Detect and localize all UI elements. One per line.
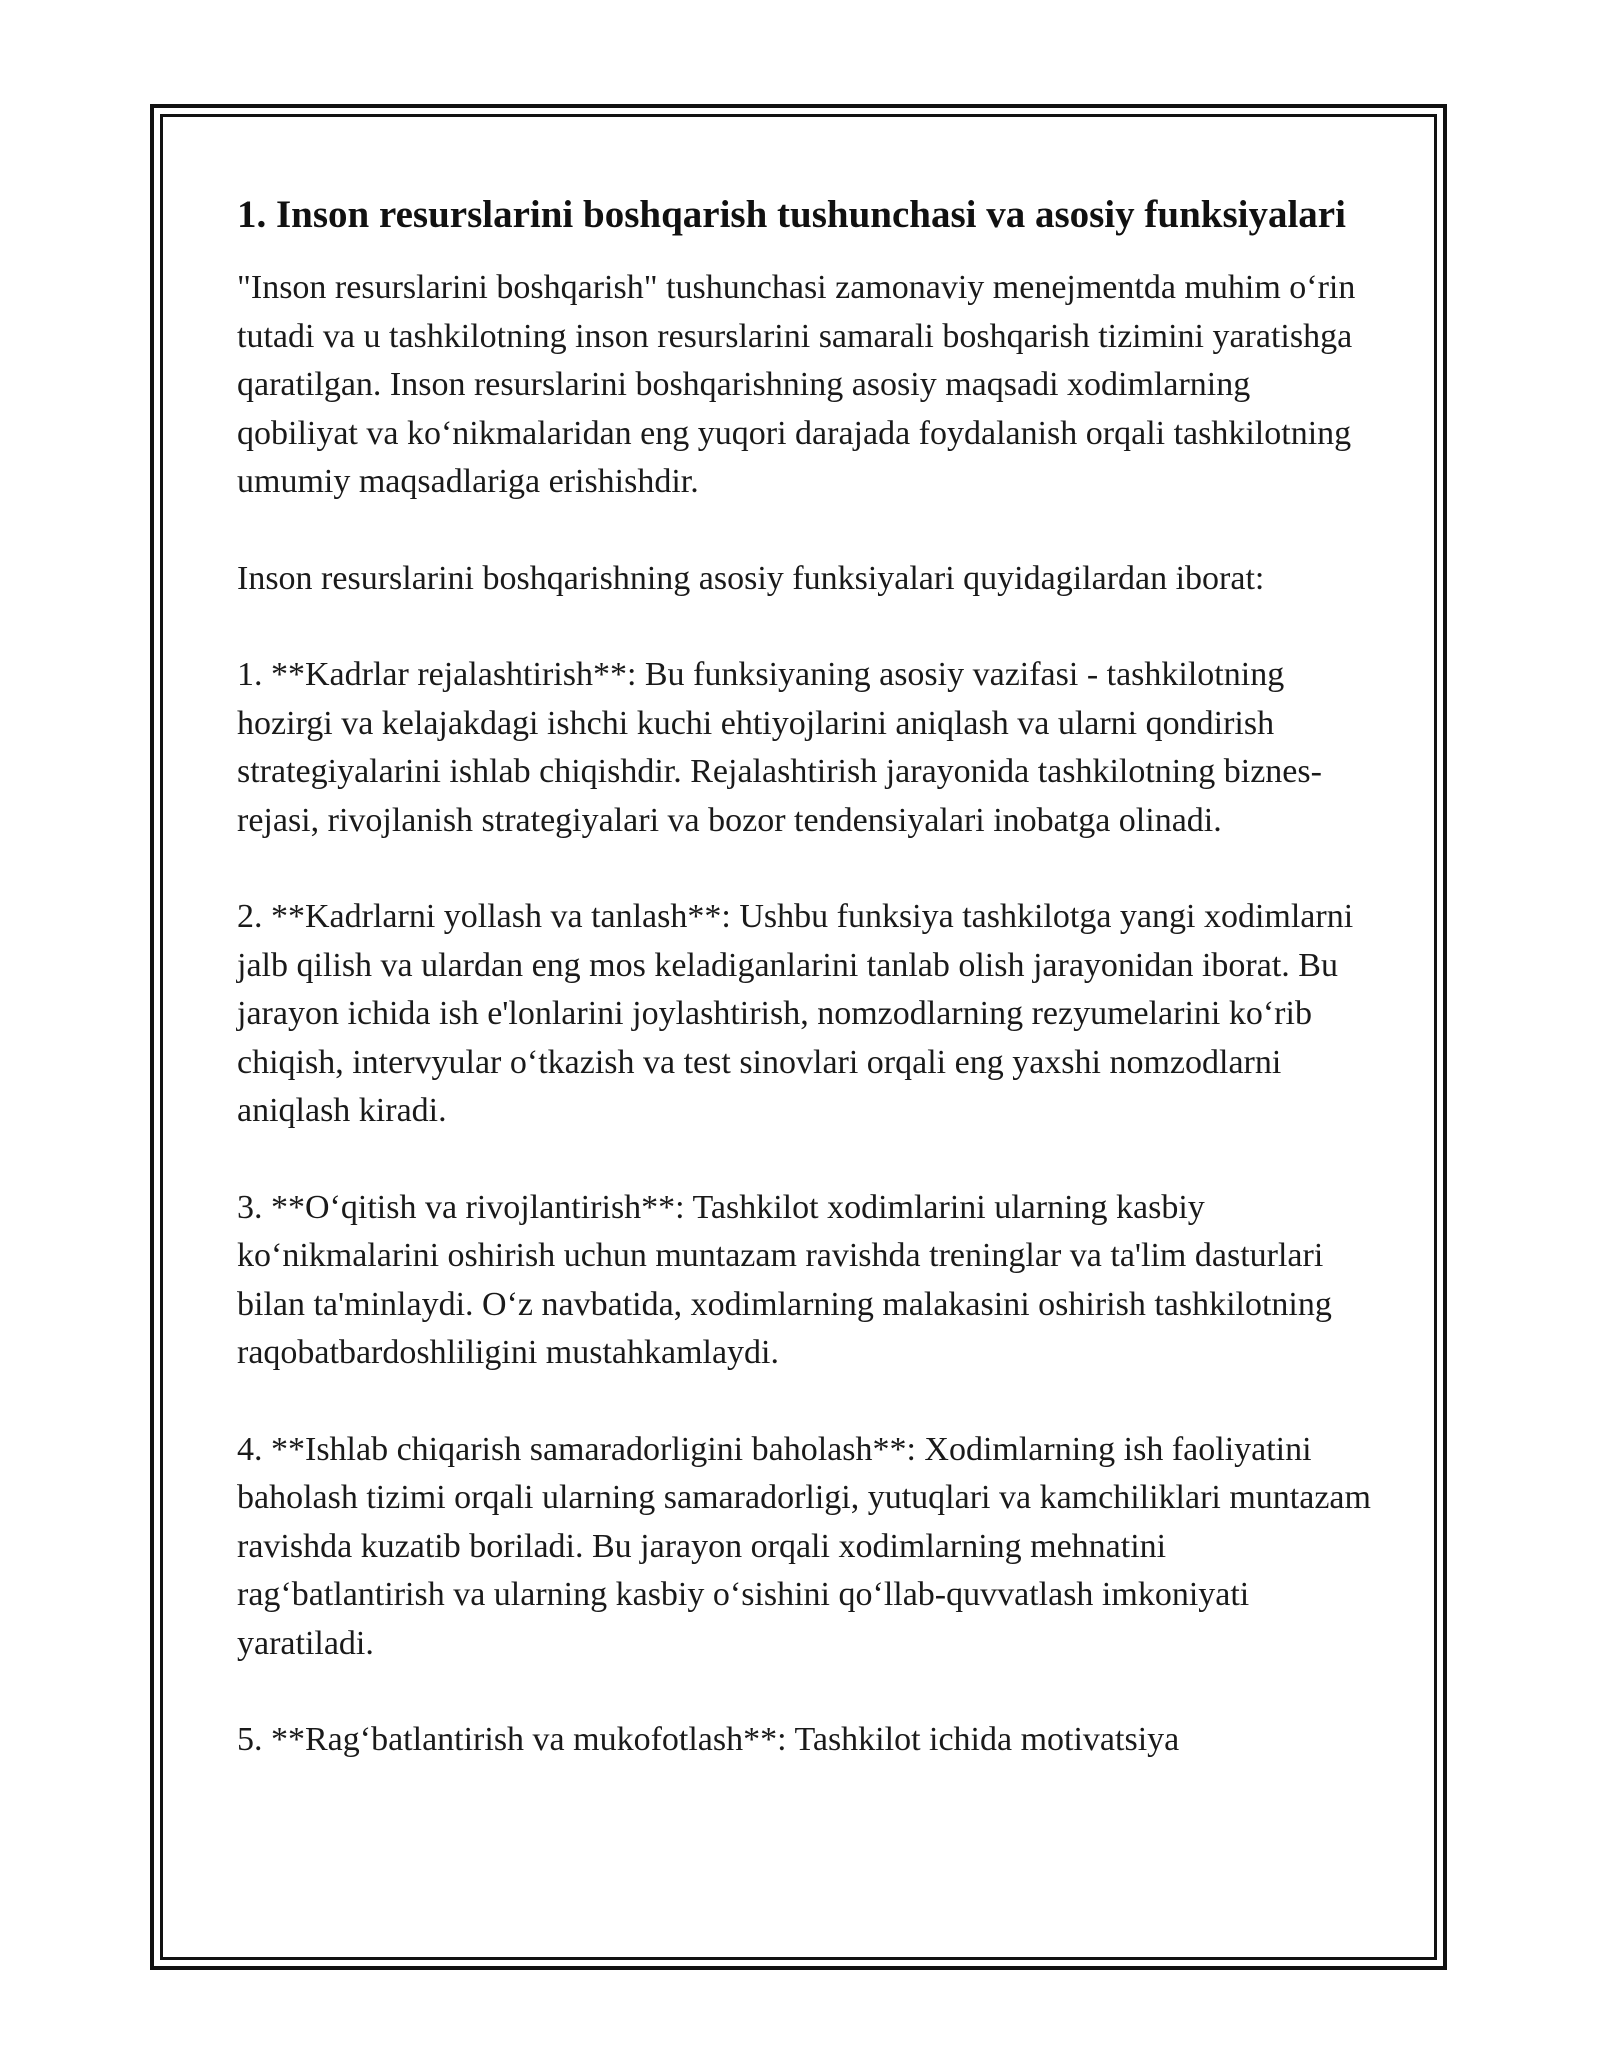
function-item-recruitment: 2. **Kadrlarni yollash va tanlash**: Ushbu funksiya tashkilotga yangi xodimlarni jalb qilish va ulardan eng mos keladiganlarini tanlab olish jarayonidan iborat. Bu jarayon ichida ish e'lonlarini joylashtirish, nomzodlarning rezyumelarini ko‘rib chiqish, intervyular o‘tkazish va test sinovlari orqali eng yaxshi nomzodlarni aniqlash kiradi. <box>237 898 1354 1129</box>
function-item-training: 3. **O‘qitish va rivojlantirish**: Tashkilot xodimlarini ularning kasbiy ko‘nikmalarini oshirish uchun muntazam ravishda treninglar va ta'lim dasturlari bilan ta'minlaydi. O‘z navbatida, xodimlarning malakasini oshirish tashkilotning raqobatbardoshliligini mustahkamlaydi. <box>237 1188 1332 1371</box>
function-item-evaluation: 4. **Ishlab chiqarish samaradorligini baholash**: Xodimlarning ish faoliyatini baholash tizimi orqali ularning samaradorligi, yutuqlari va kamchiliklari muntazam ravishda kuzatib boriladi. Bu jarayon orqali xodimlarning mehnatini rag‘batlantirish va ularning kasbiy o‘sishini qo‘llab-quvvatlash imkoniyati yaratiladi. <box>237 1430 1371 1662</box>
section-heading: 1. Inson resurslarini boshqarish tushunchasi va asosiy funksiyalari <box>237 193 1346 236</box>
function-item-motivation: 5. **Rag‘batlantirish va mukofotlash**: Tashkilot ichida motivatsiya <box>237 1721 1180 1758</box>
intro-paragraph: "Inson resurslarini boshqarish" tushunchasi zamonaviy menejmentda muhim o‘rin tutadi va u tashkilotning inson resurslarini samarali boshqarish tizimini yaratishga qaratilgan. Inson resurslarini boshqarishning asosiy maqsadi xodimlarning qobiliyat va ko‘nikmalaridan eng yuqori darajada foydalanish orqali tashkilotning umumiy maqsadlariga erishishdir. <box>237 269 1356 500</box>
document-body <box>237 188 1377 1813</box>
functions-lead-paragraph: Inson resurslarini boshqarishning asosiy funksiyalari quyidagilardan iborat: <box>237 559 1265 597</box>
function-item-planning: 1. **Kadrlar rejalashtirish**: Bu funksiyaning asosiy vazifasi - tashkilotning hozirgi va kelajakdagi ishchi kuchi ehtiyojlarini aniqlash va ularni qondirish strategiyalarini ishlab chiqishdir. Rejalashtirish jarayonida tashkilotning biznes-rejasi, rivojlanish strategiyalari va bozor tendensiyalari inobatga olinadi. <box>237 656 1322 839</box>
